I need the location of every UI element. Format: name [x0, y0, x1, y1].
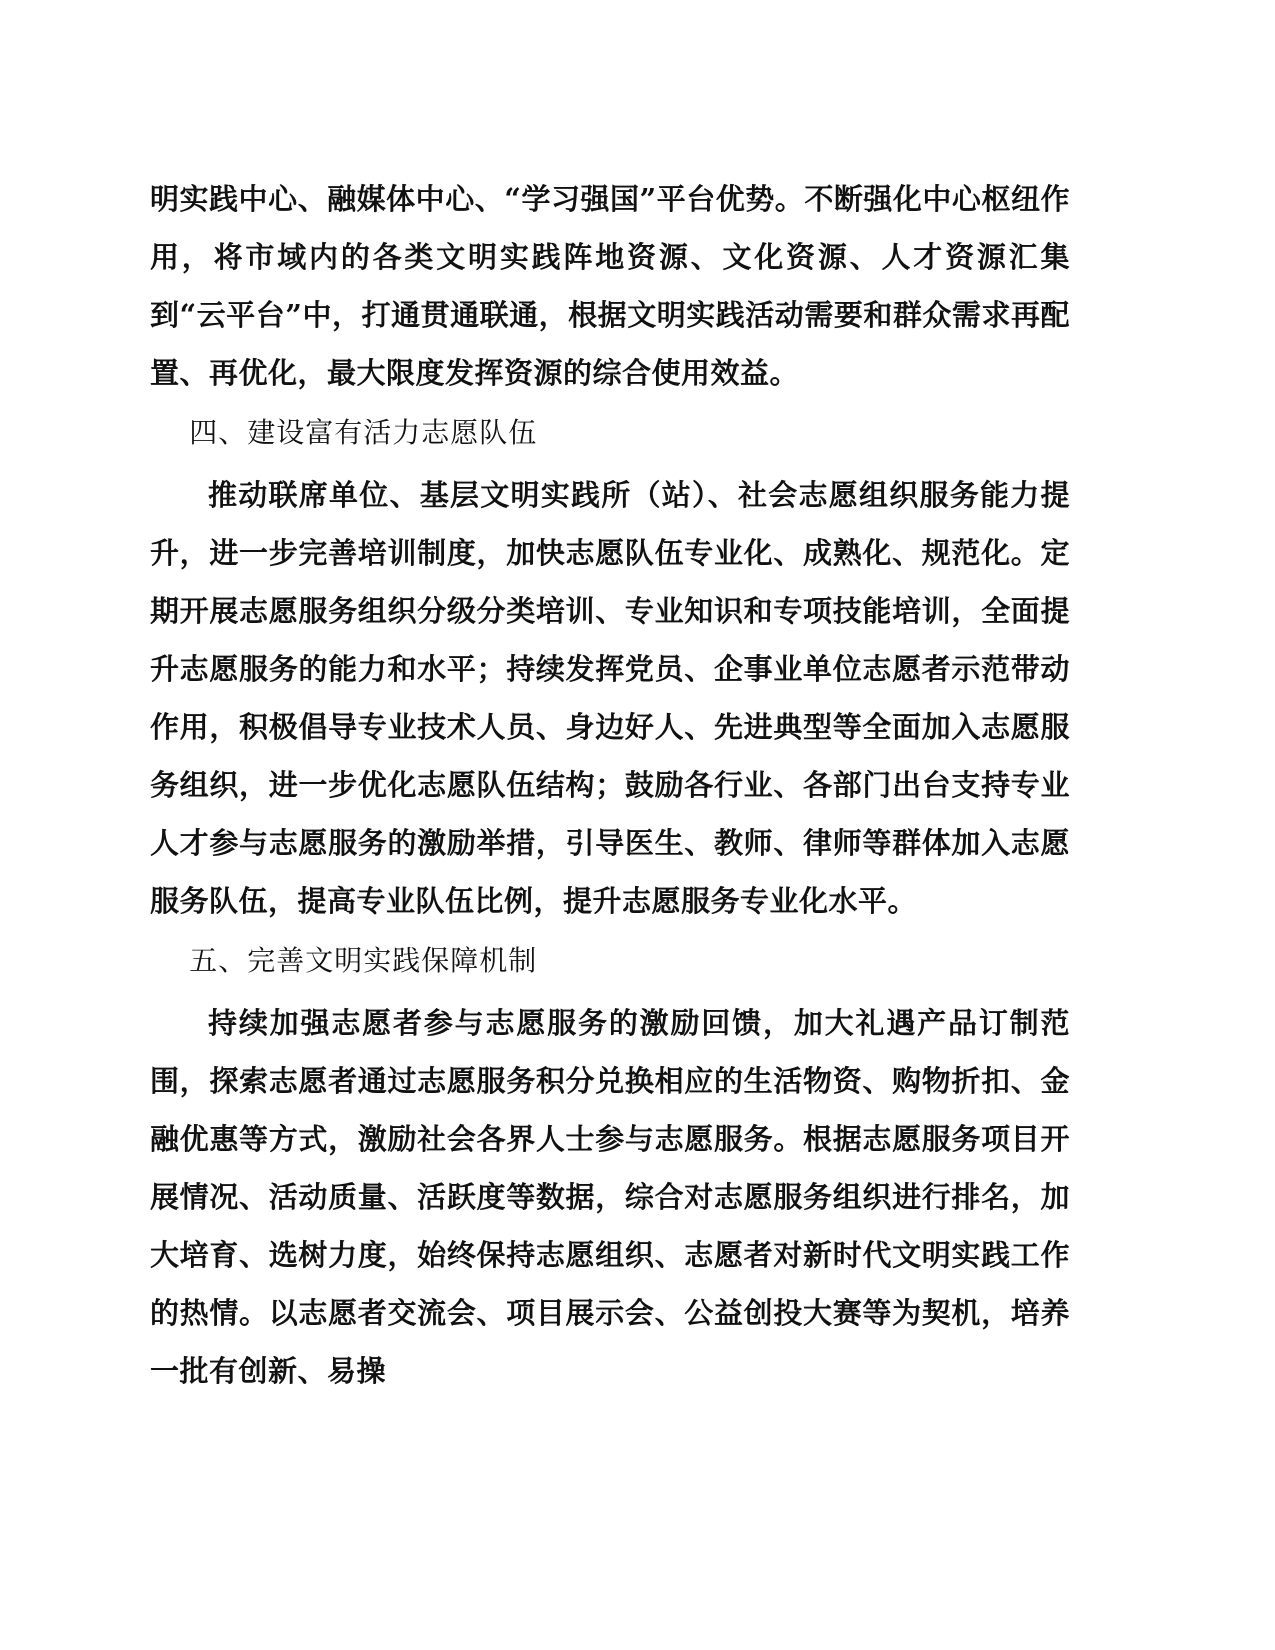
- paragraph-guarantee-mechanism: 持续加强志愿者参与志愿服务的激励回馈，加大礼遇产品订制范围，探索志愿者通过志愿服务积分兑换相应的生活物资、购物折扣、金融优惠等方式，激励社会各界人士参与志愿服务。根据志愿服务项目开展情况、活动质量、活跃度等数据，综合对志愿服务组织进行排名，加大培育、选树力度，始终保持志愿组织、志愿者对新时代文明实践工作的热情。以志愿者交流会、项目展示会、公益创投大赛等为契机，培养一批有创新、易操: [150, 1006, 1070, 1388]
- paragraph-intro-continuation: 明实践中心、融媒体中心、“学习强国”平台优势。不断强化中心枢纽作用，将市域内的各类文明实践阵地资源、文化资源、人才资源汇集到“云平台”中，打通贯通联通，根据文明实践活动需要和群众需求再配置、再优化，最大限度发挥资源的综合使用效益。: [150, 182, 1070, 390]
- paragraph-volunteer-team: 推动联席单位、基层文明实践所（站）、社会志愿组织服务能力提升，进一步完善培训制度，加快志愿队伍专业化、成熟化、规范化。定期开展志愿服务组织分级分类培训、专业知识和专项技能培训，全面提升志愿服务的能力和水平；持续发挥党员、企事业单位志愿者示范带动作用，积极倡导专业技术人员、身边好人、先进典型等全面加入志愿服务组织，进一步优化志愿队伍结构；鼓励各行业、各部门出台支持专业人才参与志愿服务的激励举措，引导医生、教师、律师等群体加入志愿服务队伍，提高专业队伍比例，提升志愿服务专业化水平。: [150, 478, 1070, 918]
- document-page: [150, 170, 1070, 1400]
- section-heading-4: 四、建设富有活力志愿队伍: [189, 416, 538, 449]
- section-heading-5: 五、完善文明实践保障机制: [189, 944, 538, 977]
